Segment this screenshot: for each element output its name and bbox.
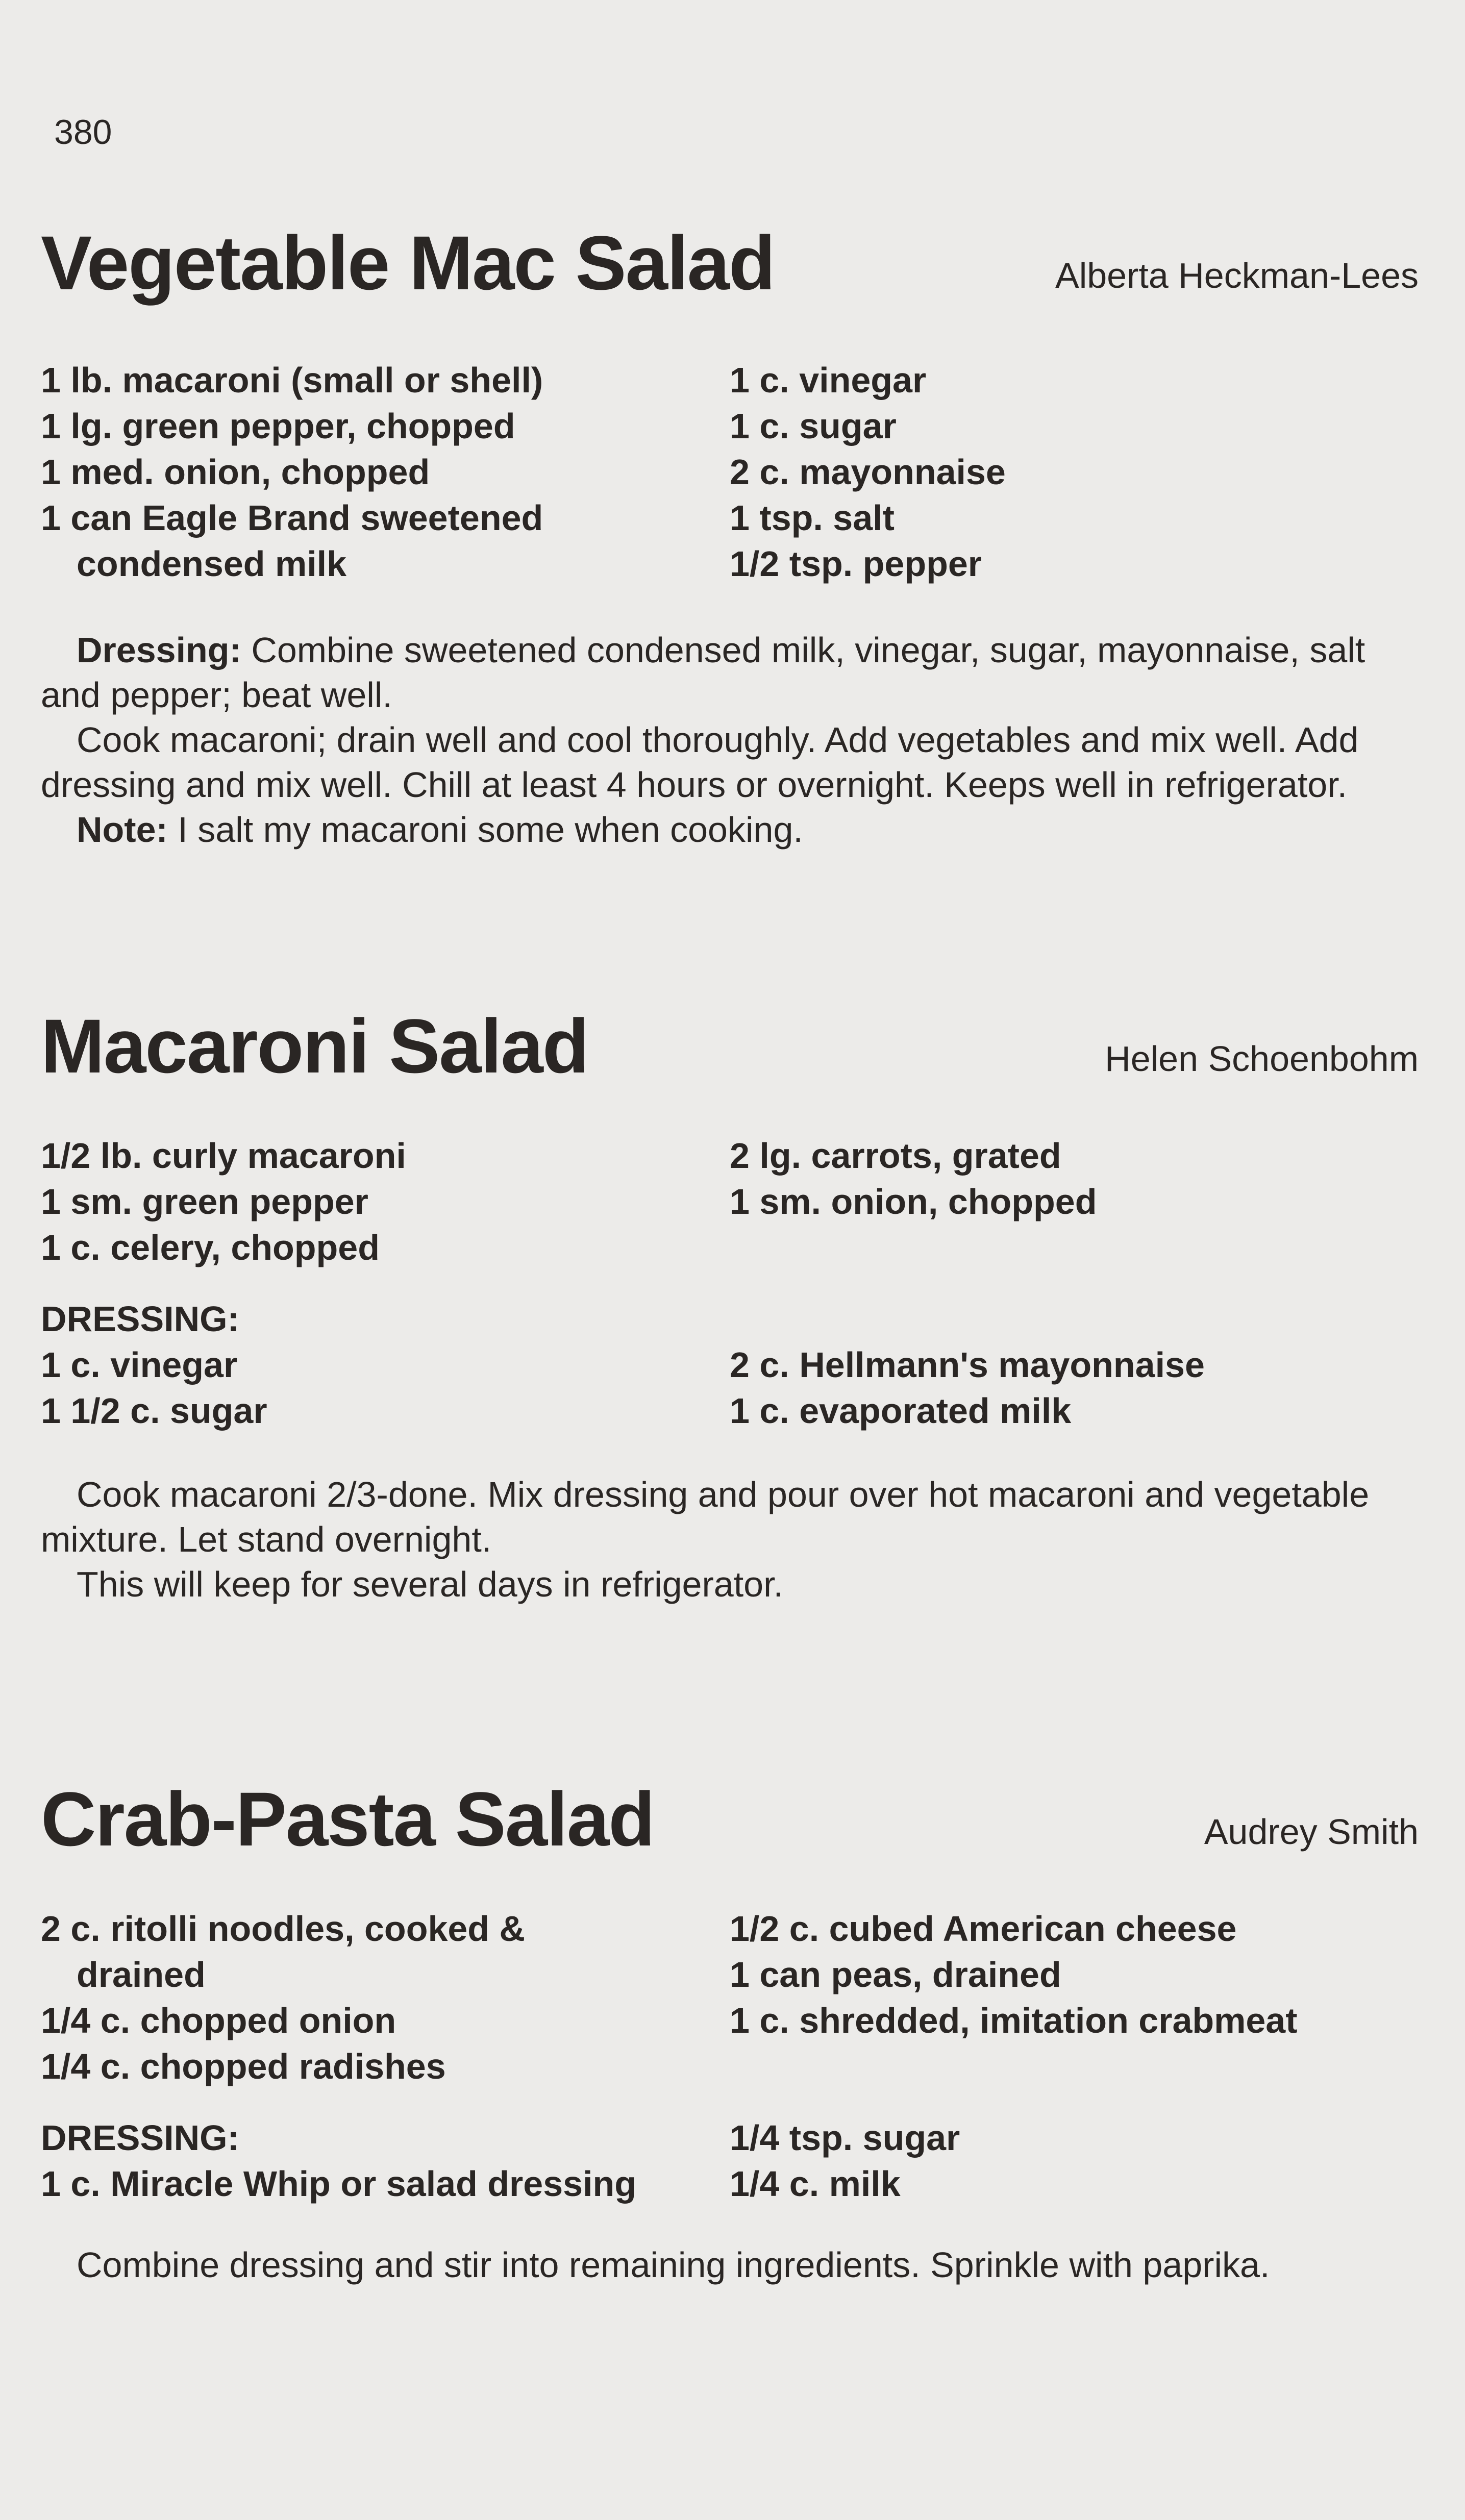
ingredient: 1/2 lb. curly macaroni [41, 1136, 406, 1176]
instructions: Cook macaroni 2/3-done. Mix dressing and pour over hot macaroni and vegetable mixture. Let stand overnight. [41, 1475, 1370, 1559]
note-text: I salt my macaroni some when cooking. [167, 810, 803, 850]
ingredient: 1 tsp. salt [730, 498, 895, 538]
ingredient: 1 c. shredded, imitation crabmeat [730, 2001, 1298, 2040]
ingredient: 2 c. Hellmann's mayonnaise [730, 1345, 1205, 1385]
note-label: Note: [77, 810, 168, 850]
ingredient: 1/4 c. chopped radishes [41, 2047, 446, 2086]
ingredients [41, 1906, 1419, 2089]
dressing-ingredients [41, 2115, 1419, 2207]
directions [41, 2242, 1419, 2287]
ingredient: 1/4 c. milk [730, 2164, 901, 2204]
ingredient: 1/4 tsp. sugar [730, 2118, 960, 2158]
ingredient: 2 c. mayonnaise [730, 452, 1006, 492]
recipe-title: Vegetable Mac Salad [41, 220, 775, 306]
dressing-ingredients [41, 1342, 1419, 1434]
instructions: Combine dressing and stir into remaining ingredients. Sprinkle with paprika. [77, 2245, 1270, 2285]
ingredient: 1 c. Miracle Whip or salad dressing [41, 2164, 637, 2204]
ingredient: condensed milk [77, 544, 347, 584]
recipe-title: Macaroni Salad [41, 1003, 588, 1089]
ingredient: 1 can peas, drained [730, 1955, 1061, 1994]
recipe-author: Helen Schoenbohm [1105, 1039, 1419, 1079]
recipe-author: Alberta Heckman-Lees [1055, 256, 1419, 295]
recipe-vegetable-mac-salad [41, 220, 1419, 852]
ingredient: 1 c. sugar [730, 406, 897, 446]
ingredient: 1/2 tsp. pepper [730, 544, 982, 584]
ingredients [41, 1133, 1419, 1270]
ingredient: 1 c. evaporated milk [730, 1391, 1072, 1431]
dressing-paragraph [41, 628, 1419, 717]
ingredient: 1 lb. macaroni (small or shell) [41, 360, 543, 400]
ingredient: 1 c. celery, chopped [41, 1228, 380, 1267]
ingredient: 1 med. onion, chopped [41, 452, 430, 492]
ingredient: 1/2 c. cubed American cheese [730, 1909, 1237, 1949]
ingredient: 2 lg. carrots, grated [730, 1136, 1061, 1176]
ingredient: 1 sm. green pepper [41, 1182, 368, 1221]
ingredient: 1/4 c. chopped onion [41, 2001, 396, 2040]
ingredient: 1 c. vinegar [41, 1345, 238, 1385]
recipe-author: Audrey Smith [1204, 1812, 1419, 1852]
ingredient: drained [77, 1955, 206, 1994]
ingredient: 1 sm. onion, chopped [730, 1182, 1097, 1221]
ingredient: 1 c. vinegar [730, 360, 927, 400]
ingredient: 1 can Eagle Brand sweetened [41, 498, 543, 538]
ingredient: 1 1/2 c. sugar [41, 1391, 267, 1431]
note-paragraph [41, 807, 1419, 852]
ingredient: 1 lg. green pepper, chopped [41, 406, 515, 446]
ingredients [41, 357, 1419, 587]
dressing-header: DRESSING: [41, 1299, 239, 1339]
dressing-text: Combine sweetened condensed milk, vinegar, sugar, mayonnaise, salt and pepper; beat well. [41, 630, 1365, 715]
dressing-header: DRESSING: [41, 2118, 239, 2158]
instructions: Cook macaroni; drain well and cool thoroughly. Add vegetables and mix well. Add dressing and mix well. Chill at least 4 hours or overnight. Keeps well in refrigerator. [41, 720, 1359, 805]
dressing-label: Dressing: [77, 630, 241, 670]
recipe-crab-pasta-salad [41, 1776, 1419, 2287]
page-number: 380 [54, 113, 112, 152]
recipe-title: Crab-Pasta Salad [41, 1776, 654, 1862]
directions [41, 1472, 1419, 1607]
recipe-macaroni-salad [41, 1003, 1419, 1607]
ingredient: 2 c. ritolli noodles, cooked & [41, 1909, 526, 1949]
directions [41, 628, 1419, 852]
instructions-note: This will keep for several days in refrigerator. [77, 1564, 783, 1604]
